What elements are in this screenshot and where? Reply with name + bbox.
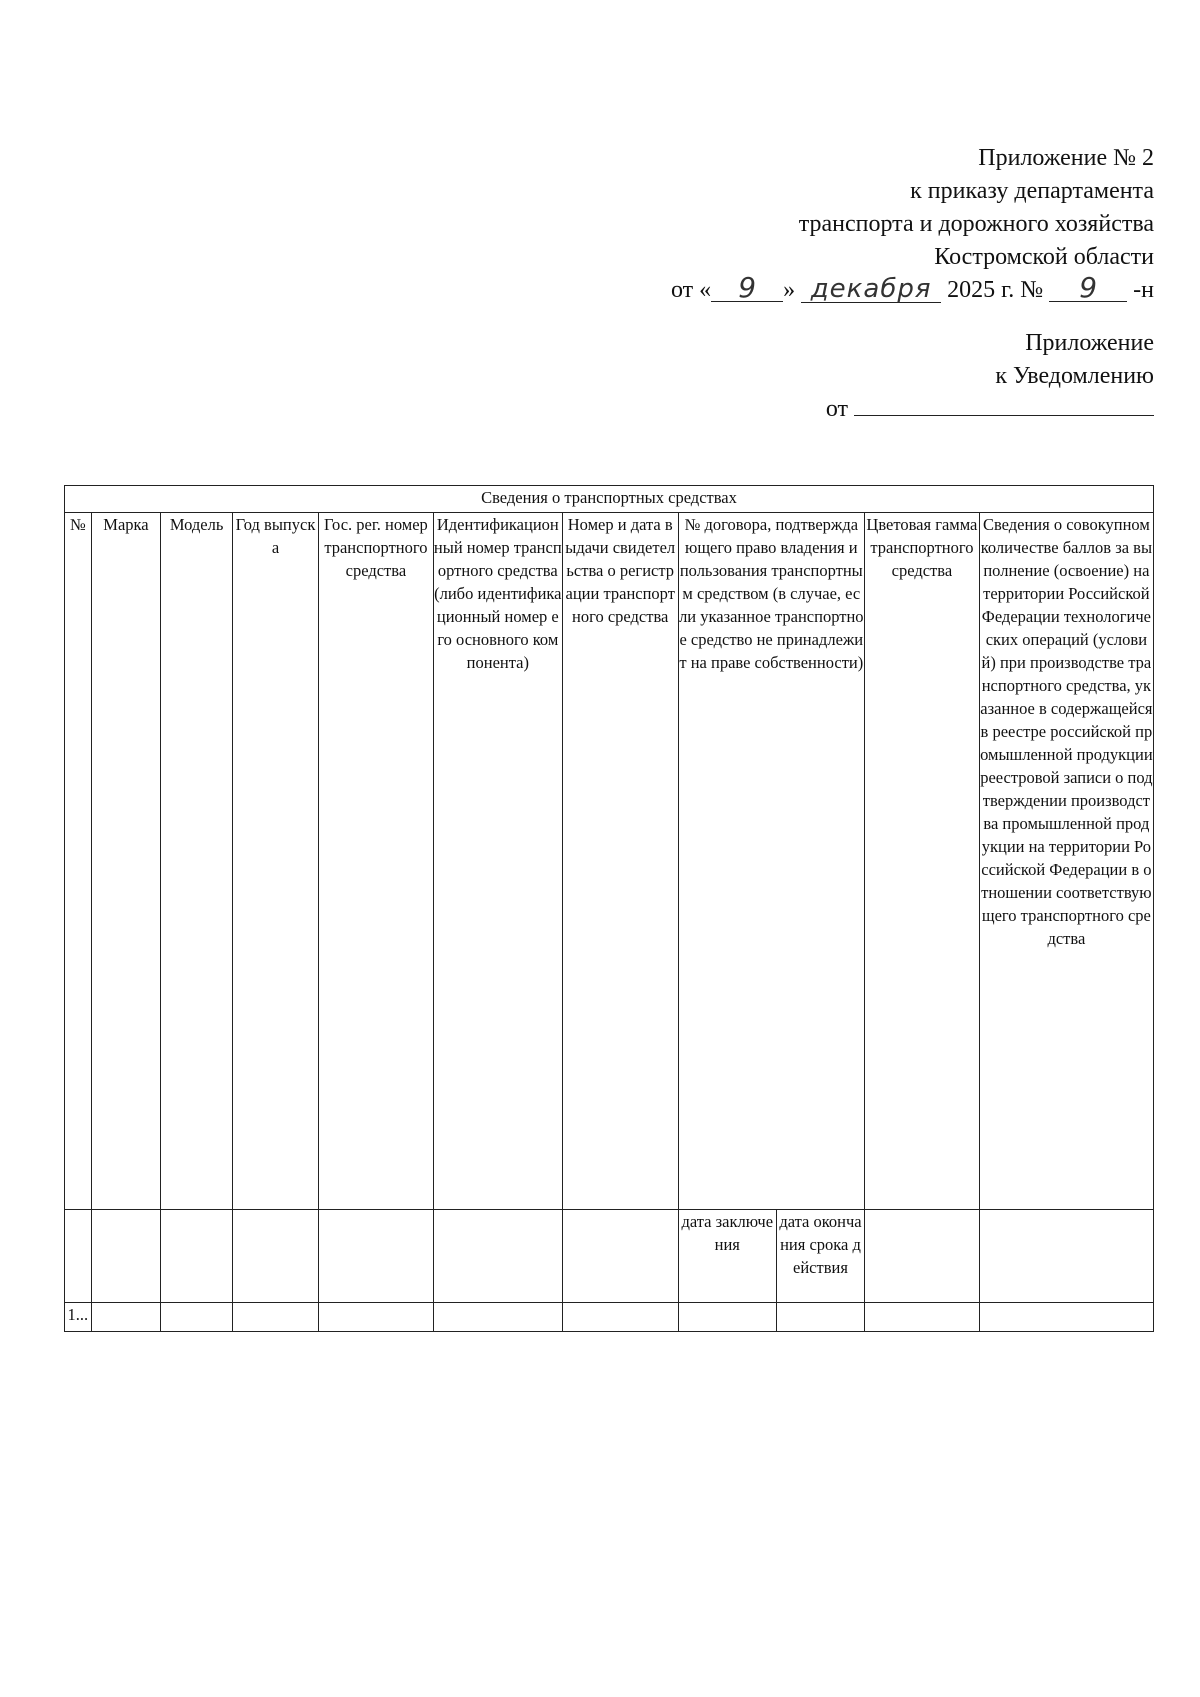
notification-date-blank (854, 393, 1154, 416)
from-label: от (825, 396, 848, 422)
col-color: Цветовая гамма транспортного средства (865, 513, 980, 1210)
col-registration-cert: Номер и дата выдачи свидетельства о регистрации транспортного средства (562, 513, 678, 1210)
order-date-line (514, 271, 1154, 307)
date-prefix: от « (670, 277, 712, 303)
empty-cell (865, 1210, 980, 1303)
col-model: Модель (161, 513, 233, 1210)
table-cell (161, 1303, 233, 1332)
table-cell (433, 1303, 562, 1332)
col-contract: № договора, подтверждающего право владения и пользования транспортным средством (в случае, если указанное транспортное средство не принадлежит на праве собственности) (678, 513, 864, 1210)
col-reg-number: Гос. рег. номер транспортного средства (319, 513, 434, 1210)
col-year: Год выпуска (232, 513, 318, 1210)
date-year: 2025 г. № (947, 277, 1044, 303)
col-production-points: Сведения о совокупном количестве баллов за выполнение (освоение) на территории Российской Федерации технологических операций (условий) при производстве транспортного средства, указанное в содержащейся в реестре российской промышленной продукции реестровой записи о подтверждении производства промышленной продукции на территории Российской Федерации в отношении соответствующего транспортного средства (979, 513, 1153, 1210)
order-suffix: -н (1133, 277, 1154, 303)
subcol-contract-date: дата заключения (678, 1210, 776, 1303)
col-vin: Идентификационный номер транспортного средства (либо идентификационный номер его основного компонента) (433, 513, 562, 1210)
order-reference: к приказу департамента (910, 178, 1154, 204)
appendix-title: Приложение № 2 (978, 145, 1154, 171)
handwritten-order-number: 9 (1049, 275, 1127, 302)
sub-appendix-title: Приложение (1025, 330, 1154, 356)
vehicles-table (64, 485, 1154, 1332)
empty-cell (319, 1210, 434, 1303)
notification-reference: к Уведомлению (995, 363, 1154, 389)
empty-cell (232, 1210, 318, 1303)
row-number-cell: 1... (65, 1303, 92, 1332)
col-number: № (65, 513, 92, 1210)
table-cell (776, 1303, 864, 1332)
subcol-contract-end-date: дата окончания срока действия (776, 1210, 864, 1303)
table-cell (562, 1303, 678, 1332)
appendix-header (514, 142, 1154, 426)
empty-cell (433, 1210, 562, 1303)
notification-date-line (514, 393, 1154, 426)
table-cell (232, 1303, 318, 1332)
empty-cell (161, 1210, 233, 1303)
table-cell (678, 1303, 776, 1332)
department-name: транспорта и дорожного хозяйства (798, 211, 1154, 237)
table-cell (979, 1303, 1153, 1332)
date-mid: » (783, 277, 796, 303)
table-cell (865, 1303, 980, 1332)
empty-cell (562, 1210, 678, 1303)
table-title: Сведения о транспортных средствах (65, 486, 1154, 513)
empty-cell (979, 1210, 1153, 1303)
table-cell (91, 1303, 161, 1332)
region-name: Костромской области (934, 244, 1154, 270)
empty-cell (65, 1210, 92, 1303)
table-cell (319, 1303, 434, 1332)
col-brand: Марка (91, 513, 161, 1210)
handwritten-month: декабря (801, 276, 941, 303)
empty-cell (91, 1210, 161, 1303)
handwritten-day: 9 (711, 275, 783, 302)
